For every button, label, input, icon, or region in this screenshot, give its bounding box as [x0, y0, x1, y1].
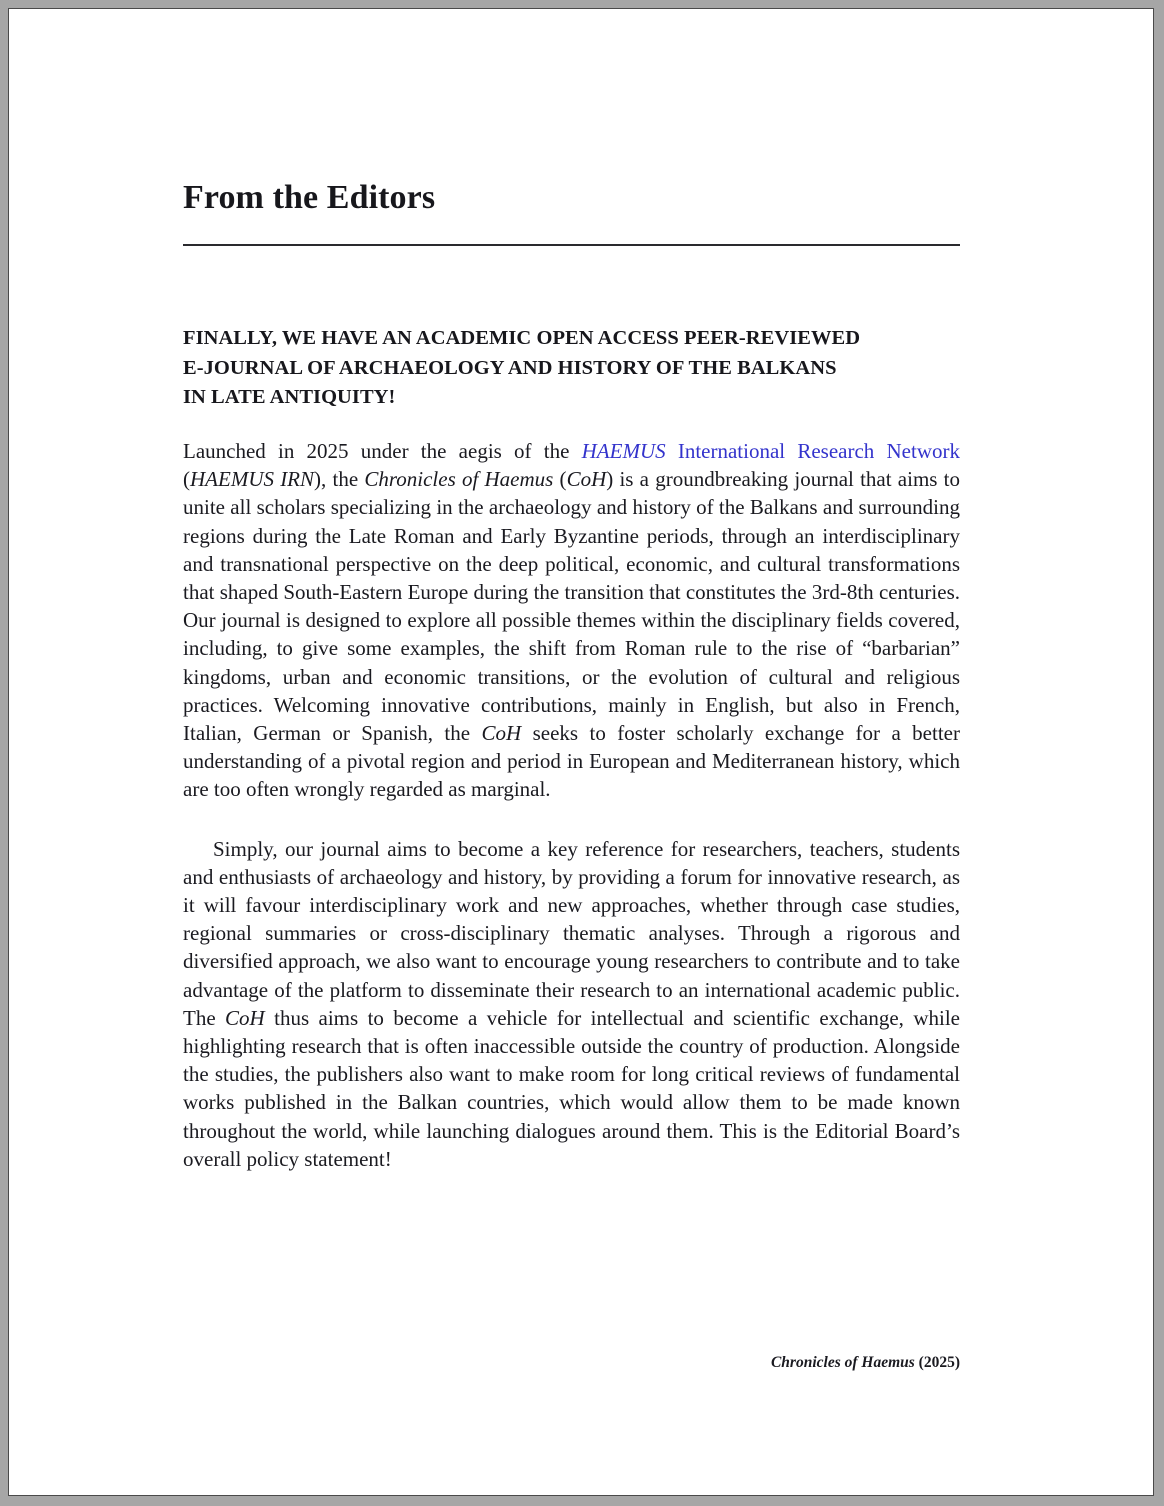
lead-heading-line-1: FINALLY, WE HAVE AN ACADEMIC OPEN ACCESS PEER-REVIEWED: [183, 327, 861, 350]
para1-body-b: seeks to foster scholarly exchange for a better understanding of a pivotal region and period in European and Mediterranean history, which are too often wrongly regarded as marginal.: [183, 720, 960, 802]
para1-text-before-link: Launched in 2025 under the aegis of the: [183, 438, 582, 463]
journal-name-italic: Chronicles of Haemus: [364, 467, 554, 492]
haemus-link-rest: International Research Network: [665, 438, 960, 463]
para2-body-b: thus aims to become a vehicle for intellectual and scientific exchange, while highlighting research that is often inaccessible outside the country of production. Alongside the studies, the publishers also want to make room for long critical reviews of fundamental works published in the Balkan countries, which would allow them to be made known throughout the world, while launching dialogues around them. This is the Editorial Board’s overall policy statement!: [183, 1005, 960, 1171]
document-page: [8, 8, 1154, 1496]
journal-abbreviation-2: CoH: [481, 720, 522, 745]
journal-abbreviation: CoH: [566, 467, 607, 492]
title-divider: [183, 244, 960, 246]
para1-after-abbrev: ), the: [314, 467, 365, 492]
org-abbreviation: HAEMUS IRN: [190, 467, 315, 492]
page-footer: [183, 1354, 960, 1372]
haemus-link-italic: HAEMUS: [581, 438, 666, 463]
para2-body-a: Simply, our journal aims to become a key reference for researchers, teachers, students and enthusiasts of archaeology and history, by providing a forum for innovative research, as it will favour interdisciplinary work and new approaches, whether through case studies, regional summaries or cross-disciplinary thematic analyses. Through a rigorous and diversified approach, we also want to encourage young researchers to contribute and to take advantage of the platform to disseminate their research to an international academic public. The: [183, 836, 960, 1030]
haemus-irn-link[interactable]: [582, 439, 960, 463]
lead-heading-line-2: E-JOURNAL OF ARCHAEOLOGY AND HISTORY OF THE BALKANS: [183, 356, 837, 379]
journal-abbreviation-3: CoH: [225, 1005, 265, 1030]
para1-body-a: ) is a groundbreaking journal that aims to unite all scholars specializing in the archaeology and history of the Balkans and surrounding regions during the Late Roman and Early Byzantine periods, through an interdisciplinary and transnational perspective on the deep political, economic, and cultural transformations that shaped South-Eastern Europe during the transition that constitutes the 3rd-8th centuries. Our journal is designed to explore all possible themes within the disciplinary fields covered, including, to give some examples, the shift from Roman rule to the rise of “barbarian” kingdoms, urban and economic transitions, or the evolution of cultural and religious practices. Welcoming innovative contributions, mainly in English, but also in French, Italian, German or Spanish, the: [183, 467, 961, 745]
footer-journal-name: Chronicles of Haemus: [770, 1354, 915, 1371]
paragraph-one: [183, 437, 960, 804]
paragraph-two: [183, 835, 960, 1173]
page-content: [183, 179, 960, 1194]
para1-abbrev-open: (: [183, 467, 190, 492]
para1-journal-abbrev-open: (: [553, 467, 567, 492]
lead-heading: [183, 324, 960, 413]
lead-heading-line-3: IN LATE ANTIQUITY!: [183, 386, 396, 409]
footer-year: (2025): [914, 1354, 960, 1371]
page-title: From the Editors: [183, 179, 436, 216]
